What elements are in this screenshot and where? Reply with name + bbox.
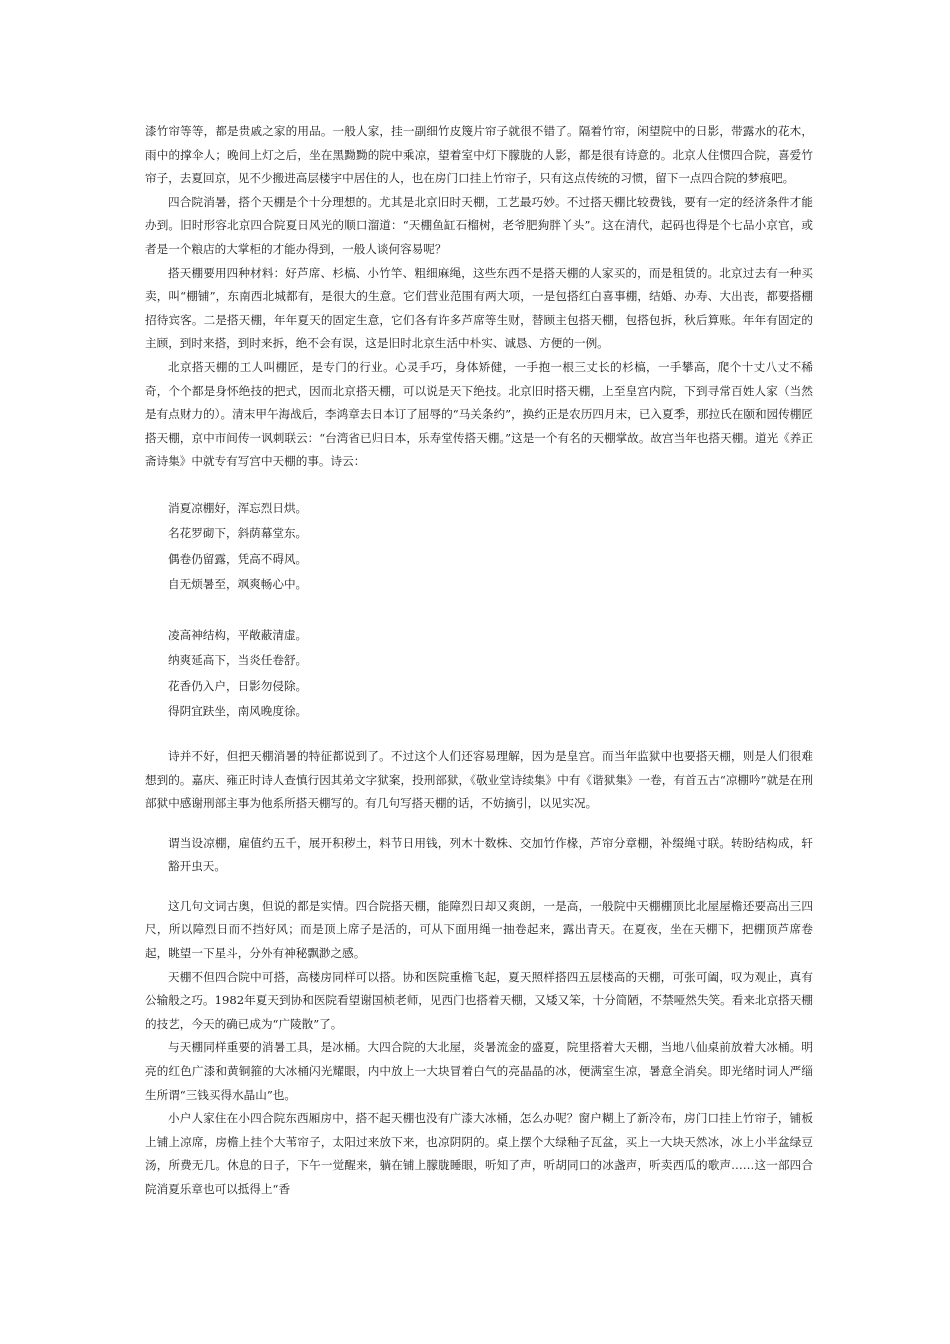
poem-line: 名花罗砌下，斜荫幕堂东。 [168, 526, 308, 541]
article-body [145, 120, 813, 1202]
paragraph: 搭天棚要用四种材料：好芦席、杉槁、小竹竿、粗细麻绳，这些东西不是搭天棚的人家买的，而是租赁的。北京过去有一种买卖，叫“棚铺”，东南西北城都有，是很大的生意。它们营业范围有两大项，一是包搭红白喜事棚，结婚、办寿、大出丧，都要搭棚招待宾客。二是搭天棚，年年夏天的固定生意，它们各有许多芦席等生财，替顾主包搭天棚，包搭包拆，秋后算账。年年有固定的主顾，到时来搭，到时来拆，绝不会有误，这是旧时北京生活中朴实、诚恳、方便的一例。 [145, 265, 813, 351]
paragraph: 与天棚同样重要的消暑工具，是冰桶。大四合院的大北屋，炎暑流金的盛夏，院里搭着大天棚，当地八仙桌前放着大冰桶。明亮的红色广漆和黄铜箍的大冰桶闪光耀眼，内中放上一大块冒着白气的亮晶晶的冰，便满室生凉，暑意全消矣。即光绪时词人严缁生所谓“三钱买得水晶山”也。 [145, 1040, 813, 1102]
poem-line: 得阴宜趺坐，南风晚度徐。 [168, 704, 308, 719]
paragraph: 天棚不但四合院中可搭，高楼房同样可以搭。协和医院重檐飞起，夏天照样搭四五层楼高的天棚，可张可阖，叹为观止，真有公输般之巧。1982年夏天到协和医院看望谢国桢老师，见西门也搭着天棚，又矮又笨，十分简陋，不禁哑然失笑。看来北京搭天棚的技艺，今天的确已成为“广陵散”了。 [145, 969, 813, 1031]
quoted-verse: 谓当设凉棚，雇值约五千，展开积秽土，料节日用钱，列木十数株、交加竹作椽，芦帘分章棚，补缀绳寸联。转盼结构成，轩豁开虫天。 [168, 835, 813, 874]
poem-line: 偶卷仍留露，凭高不碍风。 [168, 551, 308, 566]
paragraph: 北京搭天棚的工人叫棚匠，是专门的行业。心灵手巧，身体矫健，一手抱一根三丈长的杉槁，一手攀高，爬个十丈八丈不稀奇，个个都是身怀绝技的把式，因而北京搭天棚，可以说是天下绝技。北京旧时搭天棚，上至皇宫内院，下到寻常百姓人家（当然是有点财力的）。清末甲午海战后，李鸿章去日本订了屈辱的“马关条约”，换约正是农历四月末，已入夏季，那拉氏在颐和园传棚匠搭天棚，京中市间传一讽刺联云：“台湾省已归日本，乐寿堂传搭天棚。”这是一个有名的天棚掌故。故宫当年也搭天棚。道光《养正斋诗集》中就专有写宫中天棚的事。诗云： [145, 359, 813, 469]
paragraph: 四合院消暑，搭个天棚是个十分理想的。尤其是北京旧时天棚，工艺最巧妙。不过搭天棚比较费钱，要有一定的经济条件才能办到。旧时形容北京四合院夏日风光的顺口溜道：“天棚鱼缸石榴树，老爷肥狗胖丫头”。这在清代，起码也得是个七品小京官，或者是一个粮店的大掌柜的才能办得到，一般人谈何容易呢？ [145, 194, 813, 256]
paragraph: 诗并不好，但把天棚消暑的特征都说到了。不过这个人们还容易理解，因为是皇宫。而当年监狱中也要搭天棚，则是人们很难想到的。嘉庆、雍正时诗人查慎行因其弟文字狱案，投刑部狱，《敬业堂诗续集》中有《谐狱集》一卷，有首五古“凉棚吟”就是在刑部狱中感谢刑部主事为他系所搭天棚写的。有几句写搭天棚的话，不妨摘引，以见实况。 [145, 748, 813, 811]
poem [145, 496, 813, 725]
poem-line: 凌高神结构，平敞蔽清虚。 [168, 627, 308, 642]
poem-line: 纳爽延高下，当炎任卷舒。 [168, 653, 308, 668]
poem-line: 花香仍入户，日影勿侵除。 [168, 678, 308, 693]
paragraph: 漆竹帘等等，都是贵戚之家的用品。一般人家，挂一副细竹皮篾片帘子就很不错了。隔着竹帘，闲望院中的日影，带露水的花木，雨中的撑伞人；晚间上灯之后，坐在黑黝黝的院中乘凉，望着室中灯下朦胧的人影，都是很有诗意的。北京人住惯四合院，喜爱竹帘子，去夏回京，见不少搬进高层楼宇中居住的人，也在房门口挂上竹帘子，只有这点传统的习惯，留下一点四合院的梦痕吧。 [145, 124, 813, 186]
poem-line: 自无烦暑至，飒爽畅心中。 [168, 577, 308, 592]
paragraph: 这几句文词古奥，但说的都是实情。四合院搭天棚，能障烈日却又爽朗，一是高，一般院中天棚棚顶比北屋屋檐还要高出三四尺，所以障烈日而不挡好风；而是顶上席子是活的，可从下面用绳一抽卷起来，露出青天。在夏夜，坐在天棚下，把棚顶芦席卷起，眺望一下星斗，分外有神秘飘渺之感。 [145, 898, 813, 961]
paragraph: 小户人家住在小四合院东西厢房中，搭不起天棚也没有广漆大冰桶，怎么办呢？窗户糊上了新冷布，房门口挂上竹帘子，铺板上铺上凉席，房檐上挂个大苇帘子，太阳过来放下来，也凉阴阴的。桌上摆个大绿釉子瓦盆，买上一大块天然冰，冰上小半盆绿豆汤，所费无几。休息的日子，下午一觉醒来，躺在铺上朦胧睡眼，听知了声，听胡同口的冰盏声，听卖西瓜的歌声……这一部四合院消夏乐章也可以抵得上“香 [145, 1111, 813, 1196]
poem-line: 消夏凉棚好，浑忘烈日烘。 [168, 500, 308, 515]
